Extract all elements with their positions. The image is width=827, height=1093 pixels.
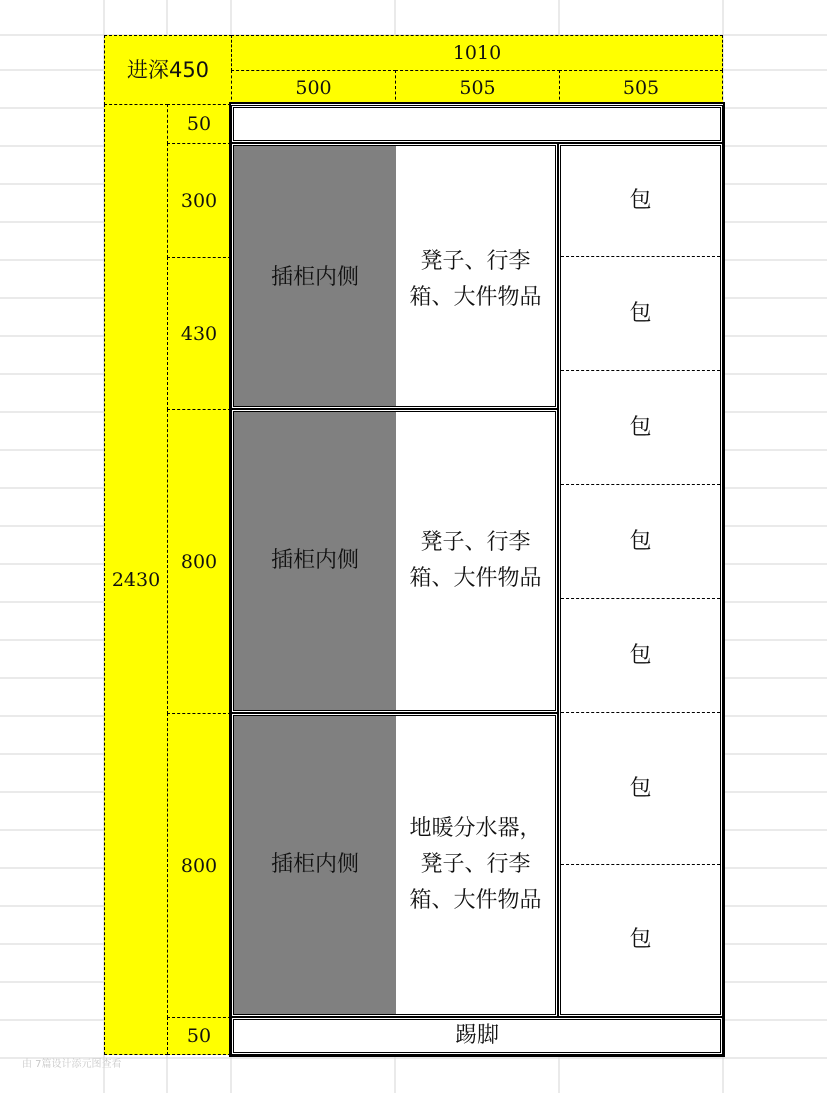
height-segment-2: 430 bbox=[167, 257, 231, 410]
bag-slot-5: 包 bbox=[561, 599, 720, 713]
inner-side-panel-2: 插柜内侧 bbox=[234, 412, 396, 710]
column-width-3: 505 bbox=[559, 70, 723, 105]
storage-label-1: 凳子、行李箱、大件物品 bbox=[409, 249, 542, 310]
total-width-header: 1010 bbox=[231, 35, 723, 71]
storage-label-3: 地暖分水器，凳子、行李箱、大件物品 bbox=[409, 816, 542, 913]
bag-slot-7: 包 bbox=[629, 926, 652, 952]
kick-plate: 踢脚 bbox=[231, 1017, 723, 1055]
column-width-1: 500 bbox=[231, 70, 396, 105]
height-segment-bottom: 50 bbox=[167, 1017, 231, 1055]
height-segment-1: 300 bbox=[167, 143, 231, 258]
height-segment-4: 800 bbox=[167, 713, 231, 1018]
bag-slot-1: 包 bbox=[561, 146, 720, 257]
bag-slot-6: 包 bbox=[561, 713, 720, 865]
bag-slot-4: 包 bbox=[561, 485, 720, 599]
cabinet-section-1 bbox=[231, 143, 558, 409]
height-segment-3: 800 bbox=[167, 409, 231, 714]
total-height-label: 2430 bbox=[104, 104, 168, 1055]
column-width-2: 505 bbox=[395, 70, 560, 105]
cabinet-section-2 bbox=[231, 409, 558, 713]
height-segment-top: 50 bbox=[167, 104, 231, 144]
inner-side-panel-1: 插柜内侧 bbox=[234, 146, 396, 406]
storage-label-2: 凳子、行李箱、大件物品 bbox=[409, 530, 542, 591]
watermark: 由 7篇设计添元图查看 bbox=[22, 1059, 122, 1070]
bag-slot-2: 包 bbox=[561, 257, 720, 371]
cabinet-section-3 bbox=[231, 713, 558, 1017]
top-strip bbox=[231, 105, 723, 143]
bag-slot-3: 包 bbox=[561, 371, 720, 485]
depth-label: 进深450 bbox=[104, 35, 232, 105]
inner-side-panel-3: 插柜内侧 bbox=[234, 716, 396, 1014]
